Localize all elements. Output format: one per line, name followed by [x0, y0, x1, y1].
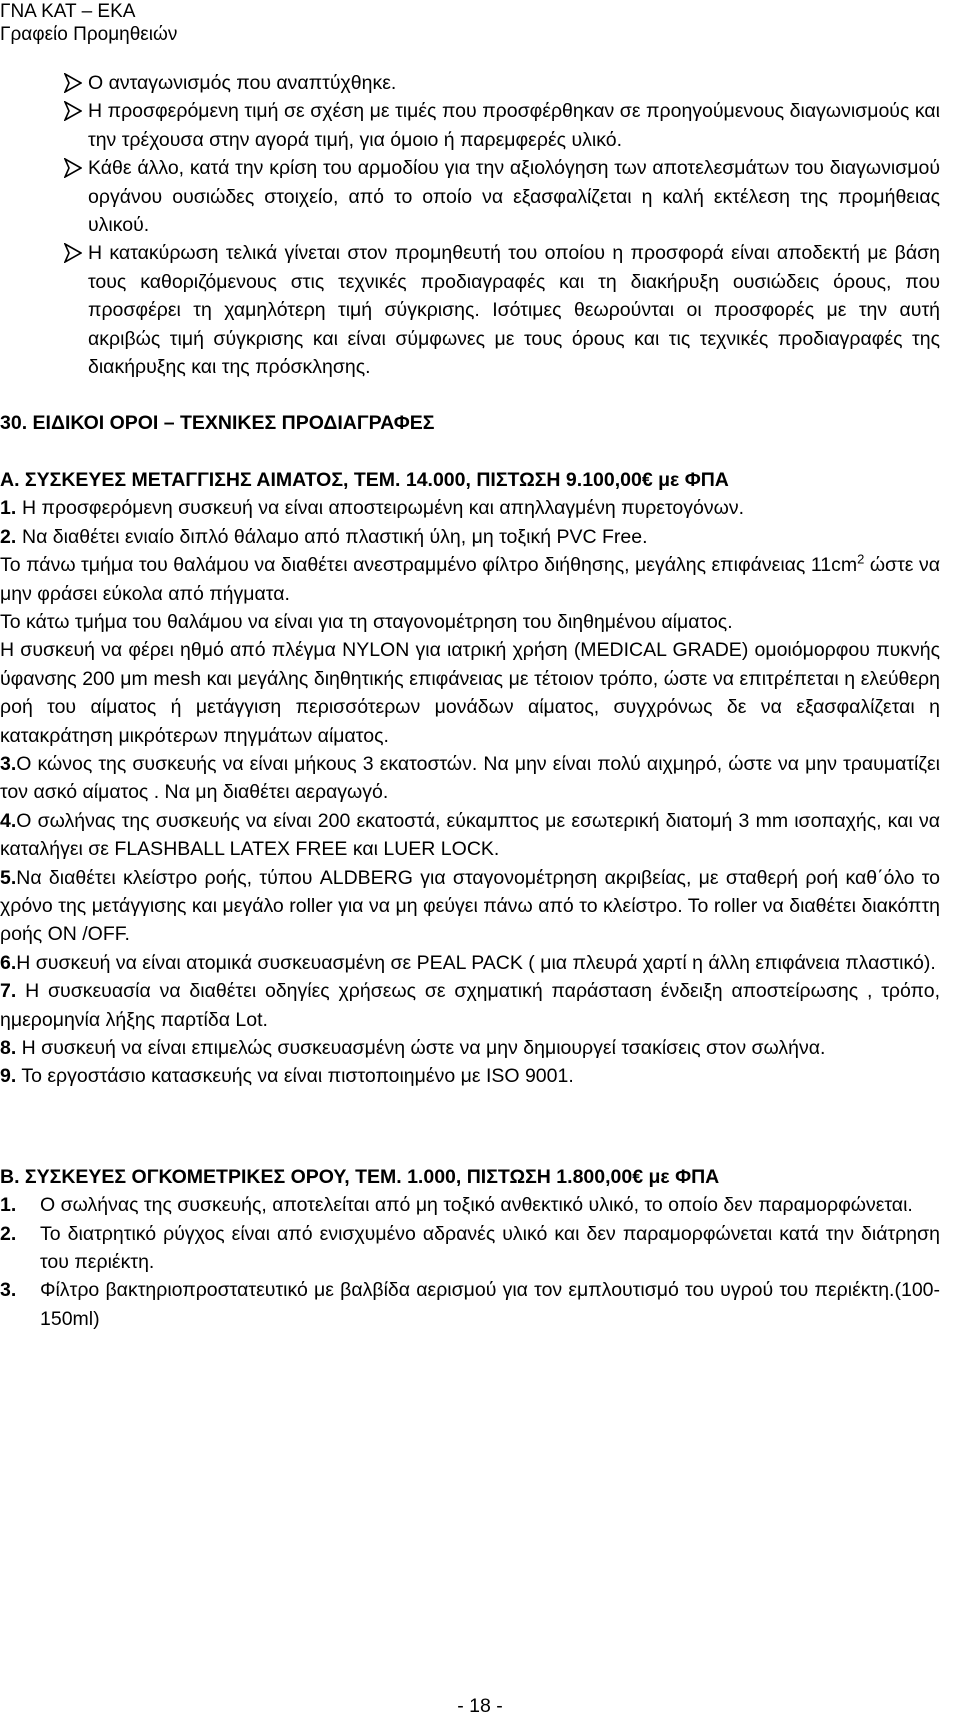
spec-item-text: Να διαθέτει ενιαίο διπλό θάλαμο από πλαστική ύλη, μη τοξική PVC Free. [22, 525, 648, 548]
spec-item [0, 1191, 960, 1219]
section-heading: 30. ΕΙΔΙΚΟΙ ΟΡΟΙ – ΤΕΧΝΙΚΕΣ ΠΡΟΔΙΑΓΡΑΦΕΣ [0, 412, 435, 435]
spec-item [0, 1220, 960, 1277]
spec-item-text: Ο σωλήνας της συσκευής να είναι 200 εκατοστά, εύκαμπτος με εσωτερική διατομή 3 mm ισοπαχής, και να καταλήγει σε FLASHBALL LATEX FREE και LUER LOCK. [0, 809, 940, 861]
spec-paragraph-text: Το πάνω τμήμα του θαλάμου να διαθέτει ανεστραμμένο φίλτρο διήθησης, μεγάλης επιφάνειας 11cm [0, 554, 858, 577]
spec-item-number: 8. [0, 1037, 17, 1059]
spec-item-text: Το εργοστάσιο κατασκευής να είναι πιστοποιημένο με ISO 9001. [16, 1065, 574, 1088]
spec-item-text: Η συσκευή να είναι επιμελώς συσκευασμένη ώστε να μην δημιουργεί τσακίσεις στον σωλήνα. [16, 1037, 826, 1059]
arrow-bullet-icon [64, 158, 82, 178]
spec-item [0, 1034, 960, 1062]
spec-item-text: Το διατρητικό ρύγχος είναι από ενισχυμένο αδρανές υλικό και δεν παραμορφώνεται κατά την διάτρηση του περιέκτη. [40, 1222, 940, 1274]
bullet-text: Η προσφερόμενη τιμή σε σχέση με τιμές που προσφέρθηκαν σε προηγούμενους διαγωνισμούς και την τρέχουσα στην αγορά τιμή, για όμοιο ή παρεμφερές υλικό. [88, 100, 940, 151]
spec-item [0, 494, 960, 522]
spec-item-number: 5. [0, 866, 17, 889]
bullet-item [0, 69, 960, 97]
document-body [0, 69, 960, 1333]
spec-item-text: Ο κώνος της συσκευής να είναι μήκους 3 εκατοστών. Να μην είναι πολύ αιχμηρό, ώστε να μην τραυματίζει τον ασκό αίματος . Να μη διαθέτει αεραγωγό. [0, 752, 940, 804]
header-organization: ΓΝΑ ΚΑΤ – ΕΚΑ [0, 1, 136, 22]
spec-paragraph: Η συσκευή να φέρει ηθμό από πλέγμα NYLON για ιατρική χρήση (MEDICAL GRADE) ομοιόμορφου πυκνής ύφανσης 200 μm mesh και μεγάλης διηθητικής επιφάνειας με τέτοιον τρόπο, ώστε να επιτρέπεται η ελεύθερη ροή του αίματος ή μετάγγιση περισσότερων μονάδων αίματος, συγχρόνως δε να εξασφαλίζεται η κατακράτηση μικρότερων πηγμάτων αίματος. [0, 639, 940, 747]
spec-item [0, 1276, 960, 1333]
spec-item [0, 807, 960, 864]
superscript: 2 [857, 551, 865, 567]
arrow-bullet-icon [64, 243, 82, 263]
spec-item [0, 750, 960, 807]
spec-item [0, 949, 960, 977]
header-department: Γραφείο Προμηθειών [0, 24, 178, 45]
bullet-item [0, 239, 960, 381]
bullet-text: Ο ανταγωνισμός που αναπτύχθηκε. [88, 72, 397, 94]
spec-item-number: 9. [0, 1065, 17, 1088]
arrow-bullet-icon [64, 101, 82, 121]
page-number: - 18 - [457, 1695, 503, 1717]
bullet-item [0, 154, 960, 239]
spec-item-number: 1. [0, 1194, 17, 1217]
spec-item-number: 3. [0, 752, 17, 775]
spec-item-text: Η προσφερόμενη συσκευή να είναι αποστειρωμένη και απηλλαγμένη πυρετογόνων. [22, 497, 744, 520]
spec-item [0, 977, 960, 1034]
spec-paragraph [0, 551, 960, 608]
spec-paragraph-text: ώστε να μην φράσει εύκολα από πήγματα. [0, 554, 941, 605]
spec-item-number: 7. [0, 980, 17, 1003]
spec-item-text: Η συσκευασία να διαθέτει οδηγίες χρήσεως σε σχηματική παράσταση ένδειξη αποστείρωσης , τρόπο, ημερομηνία λήξης παρτίδα Lot. [0, 980, 940, 1031]
spec-item-text: Φίλτρο βακτηριοπροστατευτικό με βαλβίδα αερισμού για τον εμπλουτισμό του υγρού του περιέκτη.(100-150ml) [40, 1279, 940, 1330]
document-header [0, 0, 177, 46]
section-a-title: Α. ΣΥΣΚΕΥΕΣ ΜΕΤΑΓΓΙΣΗΣ ΑΙΜΑΤΟΣ, ΤΕΜ. 14.000, ΠΙΣΤΩΣΗ 9.100,00€ με ΦΠΑ [0, 468, 729, 491]
section-b-title: Β. ΣΥΣΚΕΥΕΣ ΟΓΚΟΜΕΤΡΙΚΕΣ ΟΡΟΥ, ΤΕΜ. 1.000, ΠΙΣΤΩΣΗ 1.800,00€ με ΦΠΑ [0, 1165, 720, 1188]
spec-item-number: 2. [0, 1222, 17, 1245]
bullet-item [0, 97, 960, 154]
spec-item-number: 2. [0, 525, 17, 548]
spec-paragraph: Το κάτω τμήμα του θαλάμου να είναι για τη σταγονομέτρηση του διηθημένου αίματος. [0, 610, 733, 633]
bullet-text: Η κατακύρωση τελικά γίνεται στον προμηθευτή του οποίου η προσφορά είναι αποδεκτή με βάση τους καθοριζόμενους στις τεχνικές προδιαγραφές και τη διακήρυξη ουσιώδεις όρους, που προσφέρει τη χαμηλότερη τιμή σύγκρισης. Ισότιμες θεωρούνται οι προσφορές με την αυτή ακριβώς τιμή σύγκρισης και είναι σύμφωνες με τους όρους και τις τεχνικές προδιαγραφές της διακήρυξης και της πρόσκλησης. [88, 242, 940, 379]
spec-item [0, 523, 960, 551]
bullet-text: Κάθε άλλο, κατά την κρίση του αρμοδίου για την αξιολόγηση των αποτελεσμάτων του διαγωνισμού οργάνου ουσιώδες στοιχείο, από το οποίο να εξασφαλίζεται η καλή εκτέλεση της προμήθειας υλικού. [88, 157, 940, 237]
arrow-bullet-icon [64, 73, 82, 93]
spec-item-text: Η συσκευή να είναι ατομικά συσκευασμένη σε PEAL PACK ( μια πλευρά χαρτί η άλλη επιφάνεια πλαστικό). [16, 951, 936, 974]
spec-item-text: Ο σωλήνας της συσκευής, αποτελείται από μη τοξικό ανθεκτικό υλικό, το οποίο δεν παραμορφώνεται. [40, 1194, 913, 1217]
spec-item-number: 3. [0, 1279, 17, 1302]
spec-item-number: 1. [0, 497, 17, 520]
spec-item [0, 864, 960, 949]
spec-item [0, 1062, 960, 1090]
spec-item-number: 4. [0, 809, 17, 832]
spec-item-number: 6. [0, 951, 17, 974]
spec-item-text: Να διαθέτει κλείστρο ροής, τύπου ALDBERG για σταγονομέτρηση ακριβείας, με σταθερή ροή καθ΄όλο το χρόνο της μετάγγισης και μεγάλο roller για να μη φεύγει πάνω από το κλείστρο. Το roller να διαθέτει διακόπτη ροής ON /OFF. [0, 866, 940, 946]
